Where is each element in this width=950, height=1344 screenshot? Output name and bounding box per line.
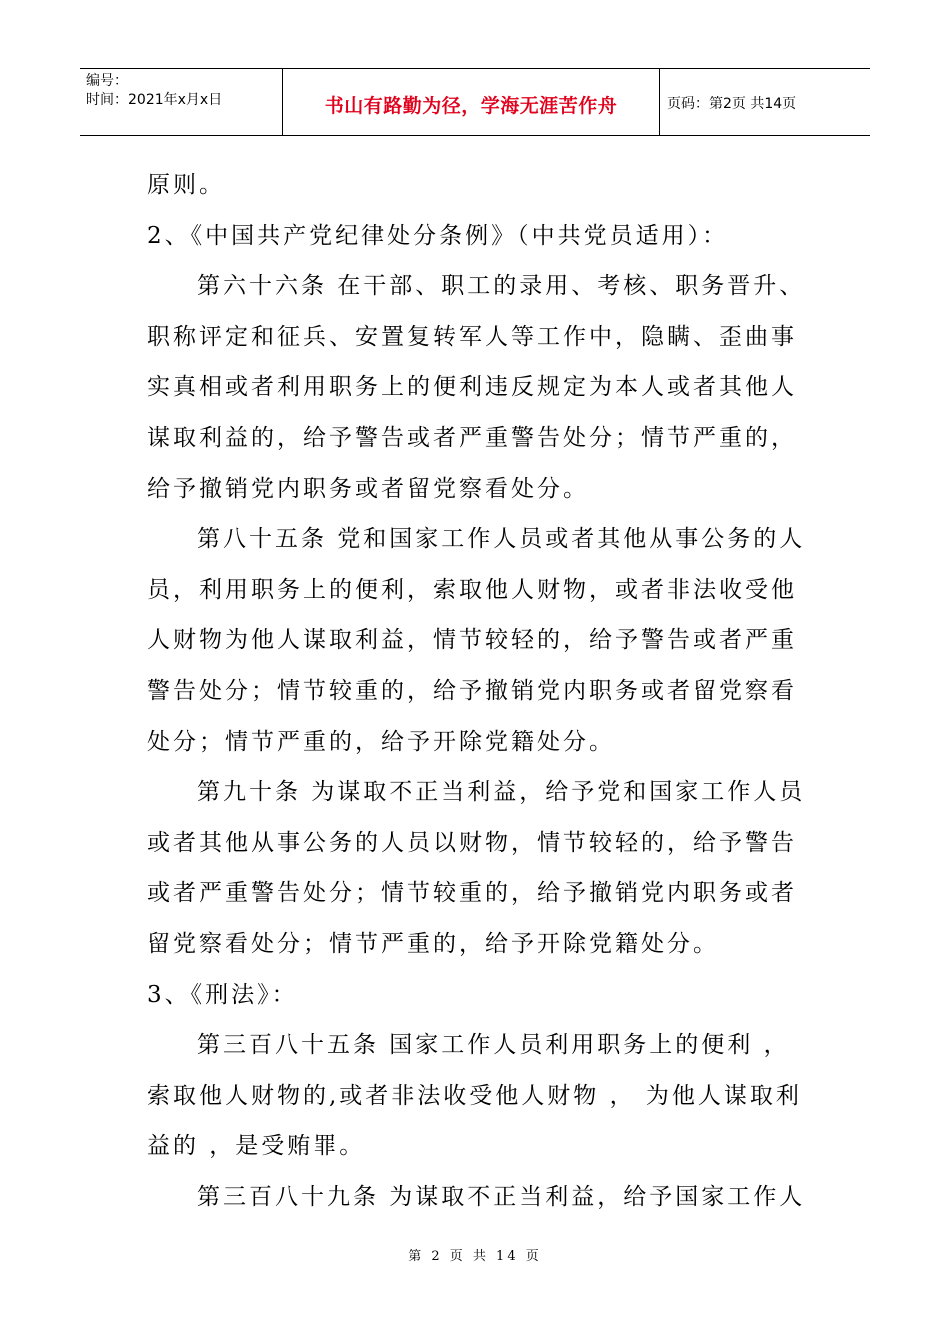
- article-first-line: 第八十五条 党和国家工作人员或者其他从事公务的人: [197, 526, 806, 553]
- body-line: 给予撤销党内职务或者留党察看处分。: [147, 475, 589, 502]
- header-meta-cell: [80, 69, 283, 135]
- body-line: 处分；情节严重的，给予开除党籍处分。: [147, 728, 615, 755]
- body-line: 索取他人财物的,或者非法收受他人财物 ， 为他人谋取利: [147, 1082, 802, 1109]
- document-body: [147, 160, 812, 1222]
- document-date-label: 时间：2021年x月x日: [86, 92, 223, 108]
- article-first-line: 第六十六条 在干部、职工的录用、考核、职务晋升、: [197, 273, 806, 300]
- body-line: 留党察看处分；情节严重的，给予开除党籍处分。: [147, 930, 719, 957]
- document-header: [80, 68, 870, 136]
- body-line: 或者其他从事公务的人员以财物，情节较轻的，给予警告: [147, 829, 797, 856]
- header-page-info: 页码：第2页 共14页: [667, 96, 797, 112]
- body-line: 人财物为他人谋取利益，情节较轻的，给予警告或者严重: [147, 627, 797, 654]
- footer-page-number: 第 2 页 共 14 页: [408, 1249, 542, 1264]
- section-heading: 3、《刑法》：: [147, 981, 298, 1008]
- section-heading: 2、《中国共产党纪律处分条例》（中共党员适用）：: [147, 222, 729, 249]
- body-line: 原则。: [147, 172, 225, 198]
- header-motto: 书山有路勤为径，学海无涯苦作舟: [324, 94, 618, 117]
- body-line: 实真相或者利用职务上的便利违反规定为本人或者其他人: [147, 374, 797, 401]
- article-first-line: 第三百八十九条 为谋取不正当利益，给予国家工作人: [197, 1183, 806, 1210]
- body-line: 员，利用职务上的便利，索取他人财物，或者非法收受他: [147, 576, 797, 603]
- body-line: 益的 ，是受贿罪。: [147, 1133, 366, 1160]
- article-first-line: 第九十条 为谋取不正当利益，给予党和国家工作人员: [197, 779, 806, 806]
- header-motto-cell: [283, 69, 660, 135]
- body-line: 谋取利益的，给予警告或者严重警告处分；情节严重的，: [147, 424, 797, 451]
- document-number-label: 编号：: [86, 73, 128, 89]
- body-line: 或者严重警告处分；情节较重的，给予撤销党内职务或者: [147, 880, 797, 907]
- article-first-line: 第三百八十五条 国家工作人员利用职务上的便利 ，: [197, 1032, 790, 1059]
- page-footer: [0, 1245, 950, 1264]
- body-line: 职称评定和征兵、安置复转军人等工作中，隐瞒、歪曲事: [147, 323, 797, 350]
- body-line: 警告处分；情节较重的，给予撤销党内职务或者留党察看: [147, 677, 797, 704]
- header-page-cell: [660, 69, 870, 135]
